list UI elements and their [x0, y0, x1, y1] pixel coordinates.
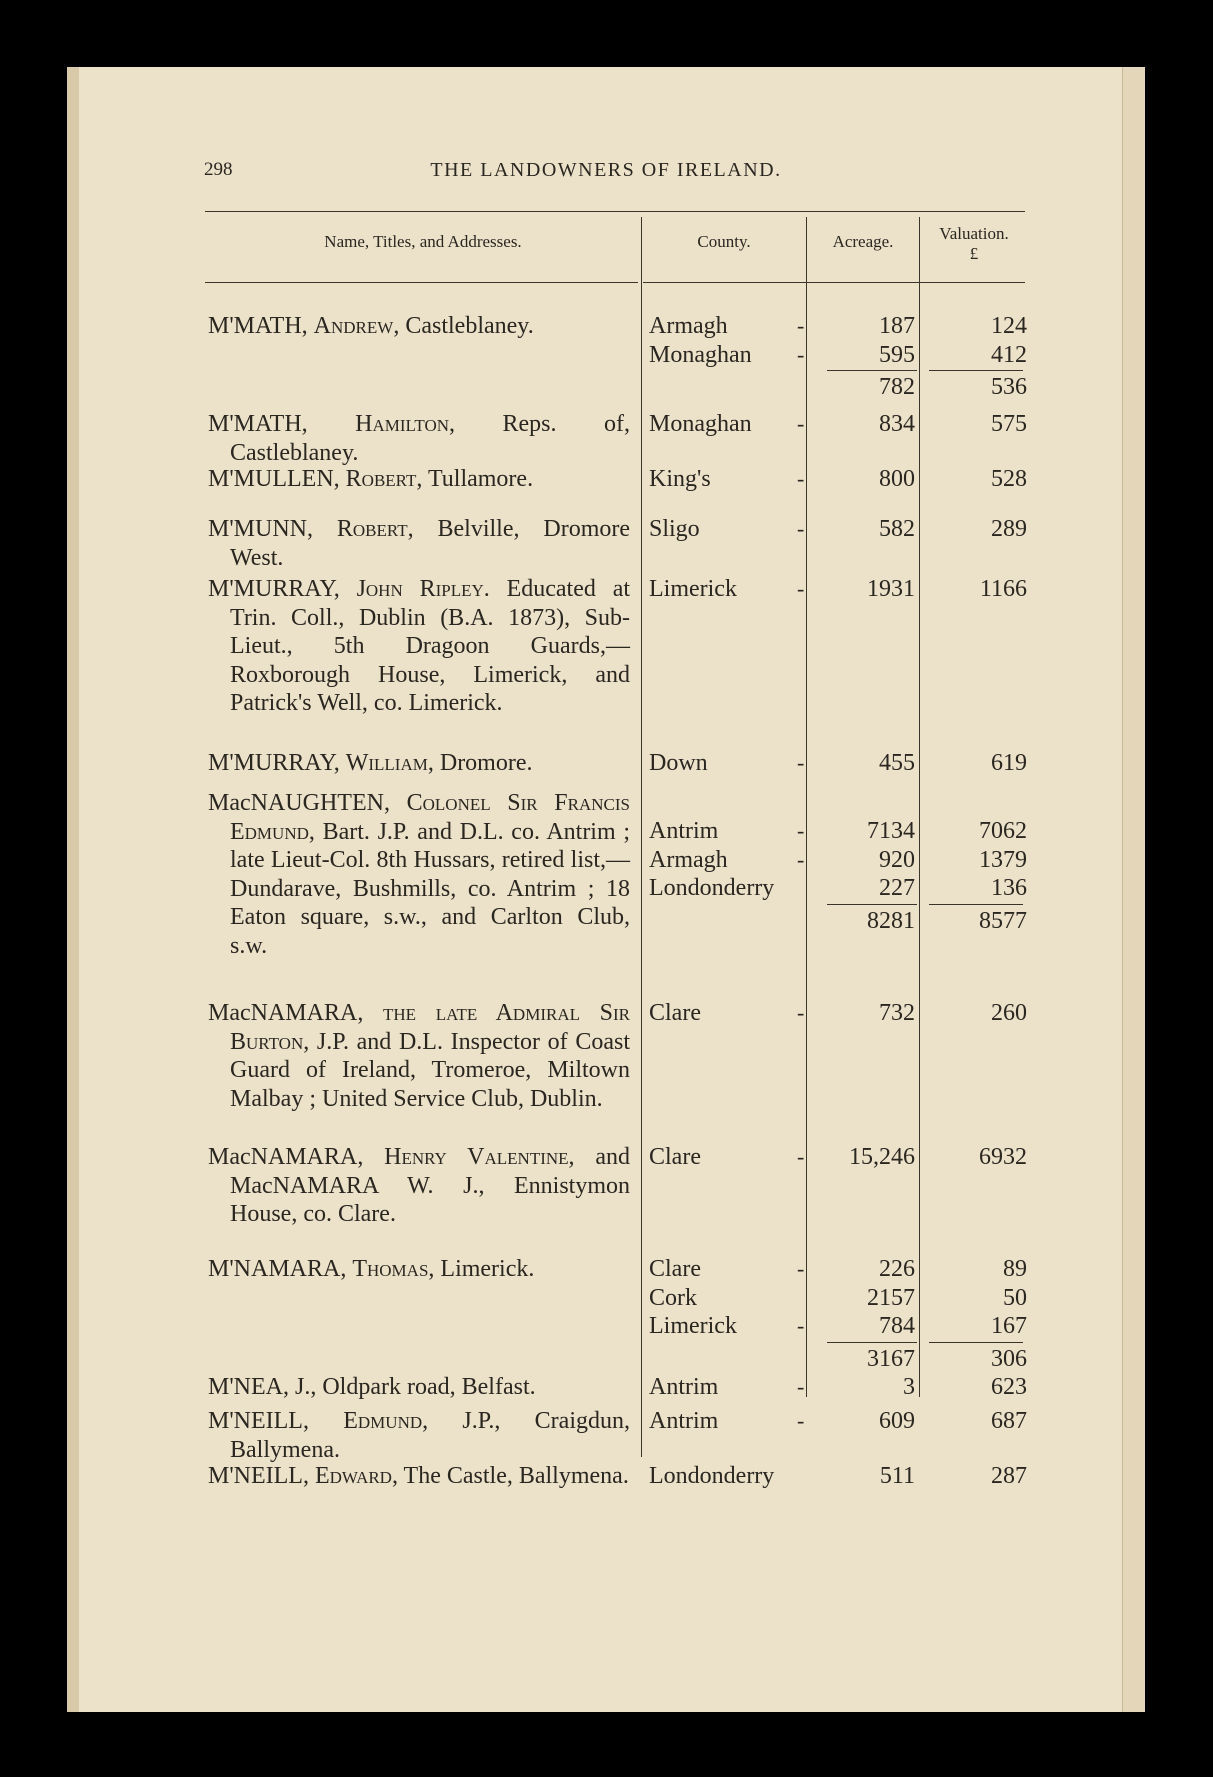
- valuation-cell: 1166: [979, 576, 1027, 602]
- page-header: [67, 159, 1145, 189]
- county-dash: -: [797, 576, 805, 601]
- valuation-cell: 412: [991, 341, 1027, 368]
- entry-surname: M'MURRAY,: [208, 576, 340, 602]
- acreage-cell: 3: [903, 1374, 915, 1400]
- entry-name-text: [208, 1407, 630, 1464]
- entry-name-block: [208, 749, 630, 778]
- acreage-cell: 187: [879, 313, 915, 339]
- valuation-cell: 623: [991, 1374, 1027, 1400]
- acreage-cell: 834: [879, 411, 915, 437]
- acreage-cell: 595: [879, 341, 915, 368]
- acreage-cell: 227: [879, 875, 915, 901]
- column-header-acreage: Acreage.: [832, 232, 894, 251]
- entry-name-text: [208, 1373, 630, 1402]
- header-rule-columns: [643, 282, 1025, 283]
- entry-name-block: [208, 575, 630, 718]
- valuation-total: 536: [991, 374, 1027, 400]
- county-dash: -: [797, 313, 805, 338]
- entry-name-block: [208, 1255, 630, 1284]
- entry-surname: MacNAMARA,: [208, 1144, 364, 1170]
- entry-name-block: [208, 789, 630, 960]
- county-dash: -: [797, 1256, 805, 1281]
- entry-surname: MacNAUGHTEN,: [208, 790, 390, 816]
- valuation-cell: 575: [991, 411, 1027, 437]
- entry-address: Limerick.: [440, 1256, 535, 1282]
- county-cell: Antrim: [649, 818, 719, 844]
- entry-forename: the late Admiral Sir Burton,: [230, 1000, 631, 1055]
- county-cell: Antrim: [649, 1374, 719, 1400]
- acreage-cell: 1931: [867, 576, 915, 602]
- entry-address: The Castle, Ballymena.: [403, 1463, 629, 1489]
- entry-address: Tullamore.: [427, 466, 534, 492]
- acreage-cell: 2157: [867, 1284, 915, 1311]
- valuation-unit: £: [969, 244, 979, 263]
- entry-name-text: [208, 575, 630, 718]
- entry-name-block: [208, 410, 630, 467]
- entry-surname: MacNAMARA,: [208, 1000, 364, 1026]
- acreage-total: 3167: [867, 1345, 915, 1372]
- entry-address: Dromore.: [439, 750, 533, 776]
- entry-forename: Hamilton,: [355, 411, 456, 437]
- valuation-cell: 124: [991, 313, 1027, 339]
- entry-address: and MacNAMARA W. J., Ennistymon House, co. Clare.: [230, 1144, 631, 1227]
- acreage-total: 782: [879, 374, 915, 400]
- entry-address: J.P., Craigdun, Ballymena.: [230, 1408, 630, 1463]
- entry-name-text: [208, 999, 630, 1113]
- valuation-cell: 136: [991, 875, 1027, 901]
- county-cell: Sligo: [649, 516, 700, 542]
- county-cell: Armagh: [649, 313, 728, 339]
- acreage-total-rule: [827, 370, 917, 371]
- acreage-cell: 732: [879, 1000, 915, 1026]
- entry-surname: M'MULLEN,: [208, 466, 340, 492]
- valuation-total-rule: [929, 904, 1023, 905]
- county-cell: Cork: [649, 1284, 697, 1311]
- entry-address: Oldpark road, Belfast.: [322, 1374, 536, 1400]
- county-cell: Clare: [649, 1144, 701, 1170]
- county-dash: -: [797, 516, 805, 541]
- page-spine-shadow: [67, 67, 79, 1712]
- acreage-cell: 226: [879, 1256, 915, 1282]
- entry-name-text: [208, 1255, 630, 1284]
- valuation-total-rule: [929, 370, 1023, 371]
- county-cell: King's: [649, 466, 711, 492]
- entry-forename: Andrew,: [313, 313, 400, 339]
- acreage-cell: 7134: [867, 818, 915, 844]
- county-cell: Limerick: [649, 576, 737, 602]
- entry-address: Belville, Dromore West.: [230, 516, 631, 571]
- entry-forename: J.,: [295, 1374, 317, 1400]
- entry-name-text: [208, 312, 630, 341]
- entry-name-block: [208, 1143, 630, 1229]
- entry-forename: Edmund,: [343, 1408, 429, 1434]
- valuation-total: 8577: [979, 907, 1027, 934]
- page-edge: [1122, 67, 1145, 1712]
- entry-forename: Colonel Sir Francis Edmund,: [230, 790, 630, 845]
- entry-forename: Edward,: [314, 1463, 398, 1489]
- county-cell: Limerick: [649, 1313, 737, 1339]
- acreage-cell: 455: [879, 750, 915, 776]
- book-page: [67, 67, 1145, 1712]
- valuation-cell: 1379: [979, 846, 1027, 873]
- entry-name-block: [208, 515, 630, 572]
- acreage-cell: 15,246: [849, 1144, 915, 1170]
- entry-name-text: [208, 1143, 630, 1229]
- acreage-total: 8281: [867, 907, 915, 934]
- entry-address: Bart. J.P. and D.L. co. Antrim ; late Lieut-Col. 8th Hussars, retired list,—Dundarave, Bushmills, co. Antrim ; 18 Eaton square, s.w., and Carlton Club, s.w.: [230, 818, 630, 959]
- acreage-total-rule: [827, 1342, 917, 1343]
- column-header-name: Name, Titles, and Addresses.: [324, 232, 522, 251]
- entry-forename: Henry Valentine,: [384, 1144, 575, 1170]
- entry-name-block: [208, 999, 630, 1113]
- column-header-valuation: [921, 224, 1027, 264]
- entry-address: Reps. of, Castleblaney.: [230, 411, 631, 466]
- county-dash: -: [797, 411, 805, 436]
- entry-name-block: [208, 312, 630, 341]
- entry-address: J.P. and D.L. Inspector of Coast Guard of Ireland, Tromeroe, Miltown Malbay ; United Service Club, Dublin.: [230, 1028, 630, 1112]
- county-cell: Antrim: [649, 1408, 719, 1434]
- county-cell: Londonderry: [649, 1463, 775, 1489]
- county-dash: -: [797, 1374, 805, 1399]
- entry-name-block: [208, 465, 630, 494]
- entry-forename: William,: [345, 750, 434, 776]
- county-cell: Armagh: [649, 846, 728, 873]
- county-dash: -: [797, 1144, 805, 1169]
- acreage-cell: 511: [879, 1463, 915, 1489]
- column-divider-acreage: [806, 217, 807, 1397]
- valuation-cell: 287: [991, 1463, 1027, 1489]
- county-cell: Londonderry: [649, 875, 775, 901]
- entry-surname: M'MUNN,: [208, 516, 313, 542]
- acreage-cell: 784: [879, 1313, 915, 1339]
- entry-surname: M'NEA,: [208, 1374, 289, 1400]
- entry-name-text: [208, 749, 630, 778]
- valuation-cell: 528: [991, 466, 1027, 492]
- running-title: THE LANDOWNERS OF IRELAND.: [430, 159, 782, 181]
- county-cell: Clare: [649, 1000, 701, 1026]
- entry-surname: M'MATH,: [208, 313, 308, 339]
- entry-name-text: [208, 789, 630, 960]
- county-cell: Monaghan: [649, 341, 752, 368]
- column-divider-valuation: [919, 217, 920, 1397]
- header-rule-name: [205, 282, 638, 283]
- valuation-cell: 619: [991, 750, 1027, 776]
- entry-surname: M'NEILL,: [208, 1463, 309, 1489]
- entry-name-block: [208, 1407, 630, 1464]
- county-dash: -: [797, 466, 805, 491]
- entry-forename: Robert,: [336, 516, 414, 542]
- table-top-rule: [205, 211, 1025, 212]
- entry-surname: M'MATH,: [208, 411, 308, 437]
- county-dash: -: [797, 1313, 805, 1338]
- valuation-cell: 260: [991, 1000, 1027, 1026]
- entry-forename: Robert,: [345, 466, 423, 492]
- county-dash: -: [797, 846, 805, 872]
- county-cell: Down: [649, 750, 708, 776]
- entry-name-text: [208, 410, 630, 467]
- valuation-cell: 167: [991, 1313, 1027, 1339]
- valuation-cell: 6932: [979, 1144, 1027, 1170]
- valuation-cell: 687: [991, 1408, 1027, 1434]
- acreage-total-rule: [827, 904, 917, 905]
- column-divider-county: [641, 217, 642, 1457]
- acreage-cell: 920: [879, 846, 915, 873]
- entry-name-block: [208, 1373, 630, 1402]
- entry-name-text: [208, 515, 630, 572]
- county-dash: -: [797, 1408, 805, 1433]
- entry-forename: Thomas,: [352, 1256, 435, 1282]
- county-dash: -: [797, 818, 805, 843]
- entry-name-text: [208, 465, 630, 494]
- acreage-cell: 800: [879, 466, 915, 492]
- entry-surname: M'MURRAY,: [208, 750, 340, 776]
- valuation-cell: 7062: [979, 818, 1027, 844]
- entry-address: Castleblaney.: [405, 313, 534, 339]
- county-cell: Monaghan: [649, 411, 752, 437]
- valuation-cell: 289: [991, 516, 1027, 542]
- entry-name-block: [208, 1462, 630, 1491]
- county-cell: Clare: [649, 1256, 701, 1282]
- entry-address: Educated at Trin. Coll., Dublin (B.A. 1873), Sub-Lieut., 5th Dragoon Guards,—Roxborough House, Limerick, and Patrick's Well, co. Limerick.: [230, 576, 631, 716]
- acreage-cell: 609: [879, 1408, 915, 1434]
- county-dash: -: [797, 1000, 805, 1025]
- page-number: 298: [204, 159, 233, 180]
- valuation-label: Valuation.: [939, 224, 1009, 243]
- entry-forename: John Ripley.: [356, 576, 490, 602]
- county-dash: -: [797, 750, 805, 775]
- valuation-cell: 50: [1003, 1284, 1027, 1311]
- column-header-county: County.: [697, 232, 751, 251]
- entry-surname: M'NEILL,: [208, 1408, 309, 1434]
- valuation-total: 306: [991, 1345, 1027, 1372]
- acreage-cell: 582: [879, 516, 915, 542]
- valuation-cell: 89: [1003, 1256, 1027, 1282]
- entry-surname: M'NAMARA,: [208, 1256, 347, 1282]
- entry-name-text: [208, 1462, 630, 1491]
- county-dash: -: [797, 341, 805, 367]
- valuation-total-rule: [929, 1342, 1023, 1343]
